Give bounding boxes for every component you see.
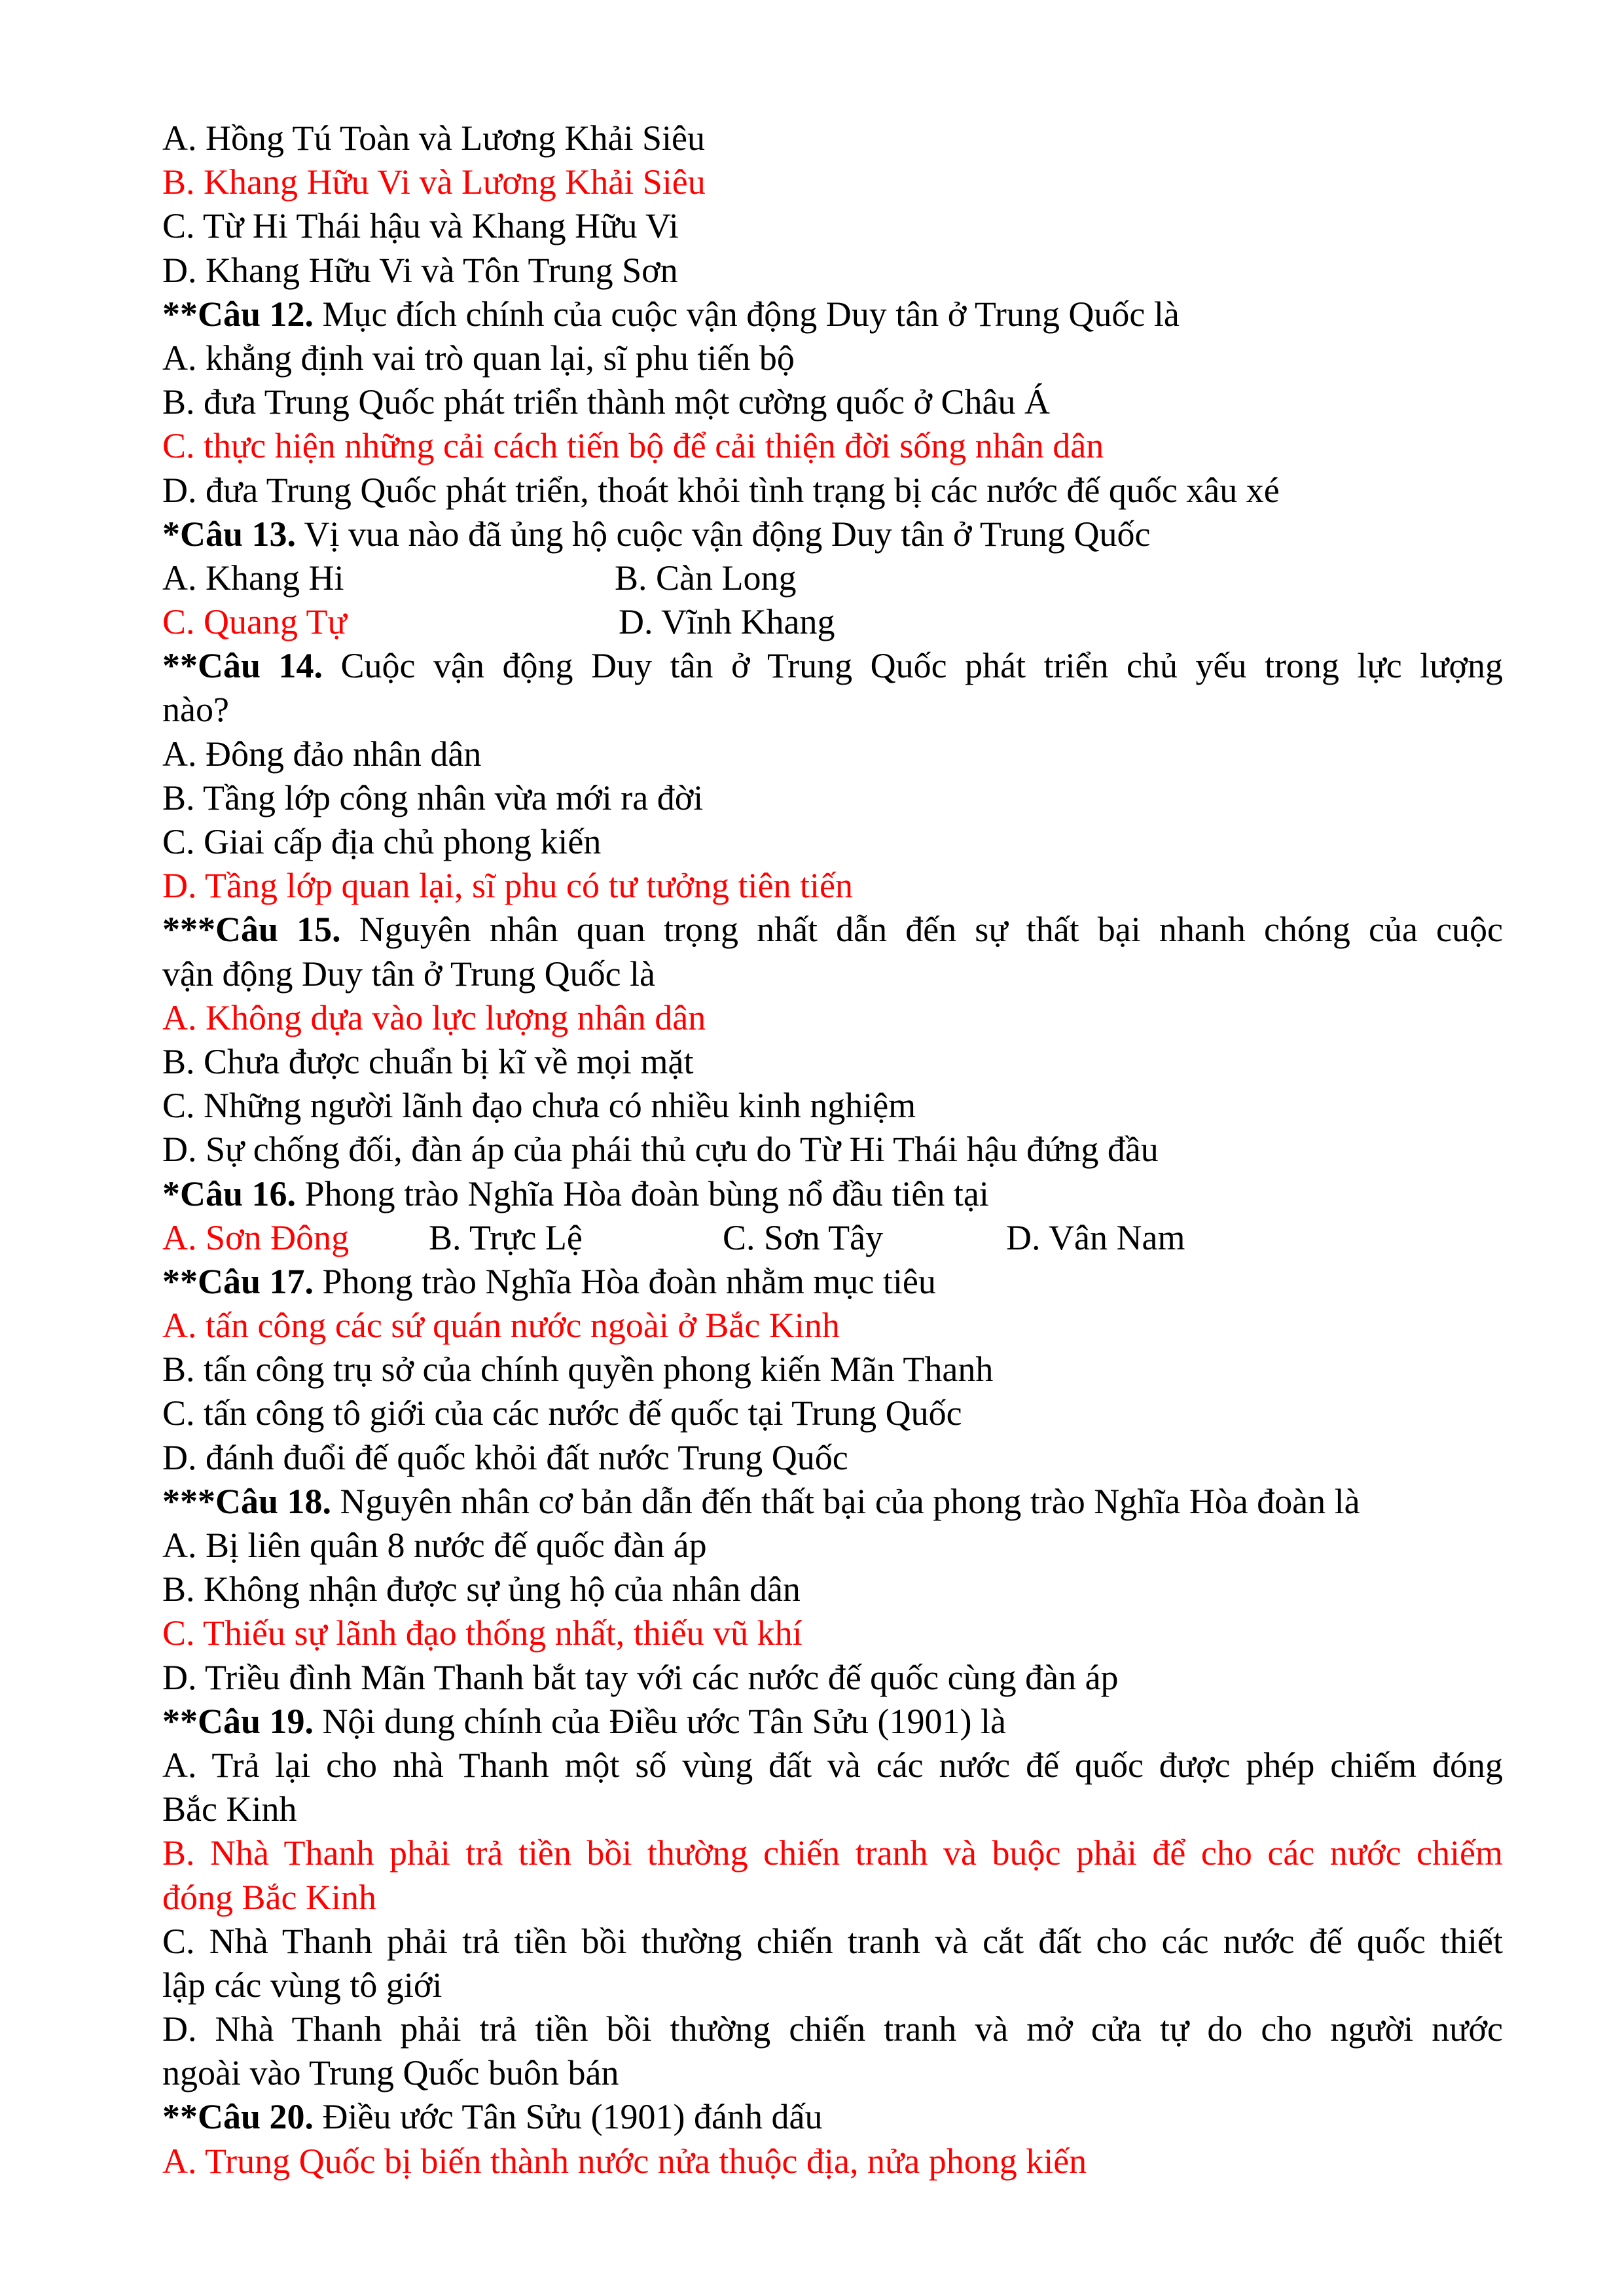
question-number: Câu 15. <box>215 910 341 950</box>
question-line <box>162 908 1503 952</box>
question-text: Phong trào Nghĩa Hòa đoàn bùng nổ đầu tiên tại <box>296 1174 989 1213</box>
question-line <box>162 293 1503 336</box>
difficulty-marker: *** <box>162 1481 215 1521</box>
option-line: B. đưa Trung Quốc phát triển thành một cường quốc ở Châu Á <box>162 382 1051 422</box>
option-line: C. Từ Hi Thái hậu và Khang Hữu Vi <box>162 206 679 246</box>
correct-option-line: B. Khang Hữu Vi và Lương Khải Siêu <box>162 162 706 202</box>
question-line <box>162 1480 1503 1524</box>
option-line: A. khẳng định vai trò quan lại, sĩ phu tiến bộ <box>162 338 795 378</box>
options-row <box>162 1216 1503 1260</box>
correct-option-line: B. Nhà Thanh phải trả tiền bồi thường chiến tranh và buộc phải để cho các nước chiếm <box>162 1833 1503 1873</box>
question-line <box>162 1700 1503 1744</box>
option-continuation: lập các vùng tô giới <box>162 1965 442 2005</box>
option-d: D. Vân Nam <box>1006 1217 1185 1257</box>
option-line: A. Bị liên quân 8 nước đế quốc đàn áp <box>162 1526 707 1565</box>
difficulty-marker: * <box>162 514 180 554</box>
option-b: B. Càn Long <box>615 558 797 598</box>
option-line: D. Sự chống đối, đàn áp của phái thủ cựu do Từ Hi Thái hậu đứng đầu <box>162 1130 1159 1170</box>
correct-option-line: A. Không dựa vào lực lượng nhân dân <box>162 997 706 1037</box>
option-a: A. Khang Hi <box>162 558 344 598</box>
question-number: Câu 16. <box>180 1174 297 1213</box>
options-row <box>162 556 1503 600</box>
question-line <box>162 1172 1503 1216</box>
option-c: C. Sơn Tây <box>723 1217 884 1257</box>
correct-option-continuation: đóng Bắc Kinh <box>162 1877 376 1917</box>
question-number: Câu 14. <box>198 646 323 686</box>
option-line: D. Triều đình Mãn Thanh bắt tay với các nước đế quốc cùng đàn áp <box>162 1657 1119 1697</box>
option-b: B. Trực Lệ <box>429 1217 583 1257</box>
difficulty-marker: ** <box>162 2097 198 2137</box>
correct-option-line: D. Tầng lớp quan lại, sĩ phu có tư tưởng tiên tiến <box>162 866 854 906</box>
question-text: Phong trào Nghĩa Hòa đoàn nhằm mục tiêu <box>314 1261 936 1301</box>
question-number: Câu 20. <box>198 2097 314 2137</box>
option-line: D. đưa Trung Quốc phát triển, thoát khỏi tình trạng bị các nước đế quốc xâu xé <box>162 470 1280 510</box>
option-line: A. Hồng Tú Toàn và Lương Khải Siêu <box>162 118 705 158</box>
option-d: D. Vĩnh Khang <box>619 602 835 642</box>
option-line: B. Tầng lớp công nhân vừa mới ra đời <box>162 778 704 817</box>
option-continuation: Bắc Kinh <box>162 1789 297 1829</box>
option-line: A. Trả lại cho nhà Thanh một số vùng đất và các nước đế quốc được phép chiếm đóng <box>162 1745 1503 1785</box>
option-line: D. Khang Hữu Vi và Tôn Trung Sơn <box>162 250 678 290</box>
option-line: B. Chưa được chuẩn bị kĩ về mọi mặt <box>162 1041 694 1081</box>
question-number: Câu 19. <box>198 1701 314 1741</box>
difficulty-marker: ** <box>162 646 198 686</box>
question-continuation: vận động Duy tân ở Trung Quốc là <box>162 954 656 994</box>
option-a-correct: A. Sơn Đông <box>162 1217 350 1257</box>
difficulty-marker: ** <box>162 1701 198 1741</box>
question-line <box>162 644 1503 688</box>
option-line: B. tấn công trụ sở của chính quyền phong kiến Mãn Thanh <box>162 1350 994 1390</box>
option-c-correct: C. Quang Tự <box>162 602 347 642</box>
question-number: Câu 17. <box>198 1261 314 1301</box>
option-line: C. Giai cấp địa chủ phong kiến <box>162 822 602 861</box>
option-continuation: ngoài vào Trung Quốc buôn bán <box>162 2053 619 2093</box>
question-line <box>162 2095 1503 2139</box>
question-text: Nguyên nhân quan trọng nhất dẫn đến sự thất bại nhanh chóng của cuộc <box>340 910 1503 950</box>
correct-option-line: A. tấn công các sứ quán nước ngoài ở Bắc Kinh <box>162 1306 840 1346</box>
question-continuation: nào? <box>162 690 229 730</box>
option-line: D. Nhà Thanh phải trả tiền bồi thường chiến tranh và mở cửa tự do cho người nước <box>162 2009 1503 2049</box>
correct-option-line: C. thực hiện những cải cách tiến bộ để cải thiện đời sống nhân dân <box>162 426 1104 466</box>
option-line: C. tấn công tô giới của các nước đế quốc tại Trung Quốc <box>162 1393 962 1433</box>
question-line <box>162 1260 1503 1304</box>
correct-option-line: A. Trung Quốc bị biến thành nước nửa thuộc địa, nửa phong kiến <box>162 2141 1087 2181</box>
question-text: Mục đích chính của cuộc vận động Duy tân ở Trung Quốc là <box>314 294 1180 334</box>
difficulty-marker: ** <box>162 1261 198 1301</box>
question-number: Câu 12. <box>198 294 314 334</box>
difficulty-marker: ** <box>162 294 198 334</box>
option-line: A. Đông đảo nhân dân <box>162 734 482 774</box>
option-line: C. Những người lãnh đạo chưa có nhiều kinh nghiệm <box>162 1086 916 1126</box>
question-number: Câu 18. <box>215 1481 332 1521</box>
question-text: Nội dung chính của Điều ước Tân Sửu (1901) là <box>314 1701 1006 1741</box>
question-text: Nguyên nhân cơ bản dẫn đến thất bại của phong trào Nghĩa Hòa đoàn là <box>331 1481 1360 1521</box>
question-text: Cuộc vận động Duy tân ở Trung Quốc phát triển chủ yếu trong lực lượng <box>323 646 1503 686</box>
option-line: B. Không nhận được sự ủng hộ của nhân dân <box>162 1570 801 1609</box>
question-text: Điều ước Tân Sửu (1901) đánh dấu <box>314 2097 823 2137</box>
option-line: D. đánh đuổi đế quốc khỏi đất nước Trung Quốc <box>162 1437 848 1477</box>
question-number: Câu 13. <box>180 514 297 554</box>
document-page <box>162 117 1503 2183</box>
question-line <box>162 512 1503 556</box>
correct-option-line: C. Thiếu sự lãnh đạo thống nhất, thiếu vũ khí <box>162 1613 803 1653</box>
options-row <box>162 600 1503 644</box>
difficulty-marker: * <box>162 1174 180 1213</box>
question-text: Vị vua nào đã ủng hộ cuộc vận động Duy tân ở Trung Quốc <box>296 514 1151 554</box>
difficulty-marker: *** <box>162 910 215 950</box>
option-line: C. Nhà Thanh phải trả tiền bồi thường chiến tranh và cắt đất cho các nước đế quốc thiết <box>162 1921 1503 1961</box>
